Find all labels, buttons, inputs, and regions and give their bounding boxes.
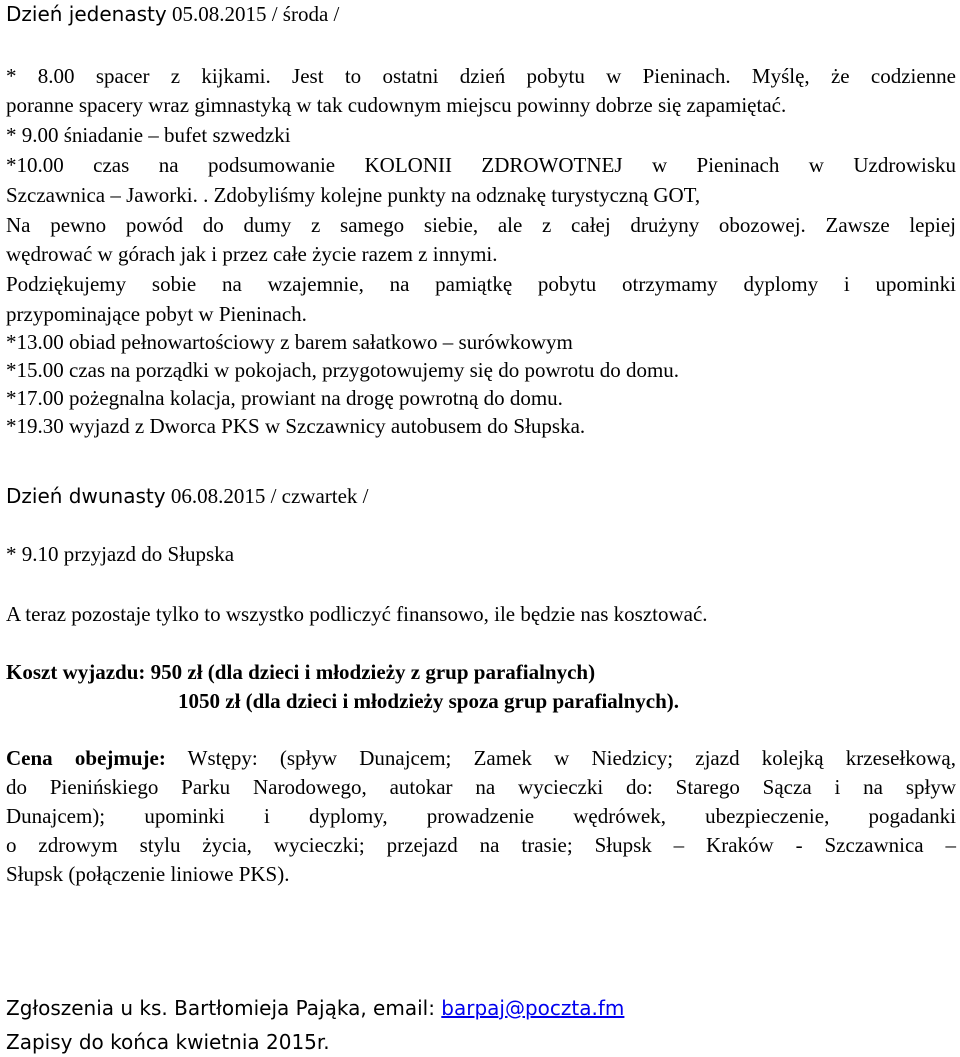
schedule-line: *19.30 wyjazd z Dworca PKS w Szczawnicy autobusem do Słupska. [6, 414, 586, 438]
schedule-line: Podziękujemy sobie na wzajemnie, na pamiątkę pobytu otrzymamy dyplomy i upominki [6, 272, 956, 296]
schedule-line: przypominające pobyt w Pieninach. [6, 302, 307, 326]
schedule-line: * 8.00 spacer z kijkami. Jest to ostatni dzień pobytu w Pieninach. Myślę, że codzienne [6, 64, 956, 88]
contact-line [6, 996, 624, 1020]
schedule-line: *17.00 pożegnalna kolacja, prowiant na drogę powrotną do domu. [6, 386, 563, 410]
day12-arrival: * 9.10 przyjazd do Słupska [6, 542, 235, 566]
summary-note: A teraz pozostaje tylko to wszystko podliczyć finansowo, ile będzie nas kosztować. [6, 602, 708, 626]
schedule-line: * 9.00 śniadanie – bufet szwedzki [6, 123, 291, 147]
day12-heading-title: Dzień dwunasty [6, 484, 166, 508]
schedule-line: Na pewno powód do dumy z samego siebie, ale z całej drużyny obozowej. Zawsze lepiej [6, 213, 956, 237]
price-includes-line: Słupsk (połączenie liniowe PKS). [6, 862, 290, 886]
day11-heading [6, 2, 339, 29]
price-includes-line: Dunajcem); upominki i dyplomy, prowadzenie wędrówek, ubezpieczenie, pogadanki [6, 804, 956, 828]
day12-heading-date: 06.08.2015 / czwartek / [165, 484, 369, 508]
schedule-line: *15.00 czas na porządki w pokojach, przygotowujemy się do powrotu do domu. [6, 358, 680, 382]
price-includes-label: Cena obejmuje: [6, 746, 166, 770]
price-includes-line [6, 746, 956, 770]
cost-line-1: Koszt wyjazdu: 950 zł (dla dzieci i młodzieży z grup parafialnych) [6, 660, 596, 684]
schedule-line: *13.00 obiad pełnowartościowy z barem sałatkowo – surówkowym [6, 330, 573, 354]
contact-text: Zgłoszenia u ks. Bartłomieja Pająka, email: [6, 996, 442, 1020]
day11-heading-title: Dzień jedenasty [6, 2, 167, 26]
email-link[interactable]: barpaj@poczta.fm [441, 996, 625, 1020]
day11-heading-date: 05.08.2015 / środa / [166, 2, 340, 26]
price-includes-first-text: Wstępy: (spływ Dunajcem; Zamek w Niedzicy; zjazd kolejką krzesełkową, [165, 746, 956, 770]
schedule-line: wędrować w górach jak i przez całe życie razem z innymi. [6, 242, 498, 266]
cost-line-2: 1050 zł (dla dzieci i młodzieży spoza grup parafialnych). [178, 689, 680, 713]
price-includes-line: o zdrowym stylu życia, wycieczki; przejazd na trasie; Słupsk – Kraków - Szczawnica – [6, 833, 956, 857]
day12-heading [6, 484, 369, 511]
registration-deadline: Zapisy do końca kwietnia 2015r. [6, 1030, 330, 1054]
schedule-line: Szczawnica – Jaworki. . Zdobyliśmy kolejne punkty na odznakę turystyczną GOT, [6, 183, 701, 207]
schedule-line: *10.00 czas na podsumowanie KOLONII ZDROWOTNEJ w Pieninach w Uzdrowisku [6, 153, 956, 177]
schedule-line: poranne spacery wraz gimnastyką w tak cudownym miejscu powinny dobrze się zapamiętać. [6, 93, 787, 117]
price-includes-line: do Pienińskiego Parku Narodowego, autokar na wycieczki do: Starego Sącza i na spływ [6, 775, 956, 799]
